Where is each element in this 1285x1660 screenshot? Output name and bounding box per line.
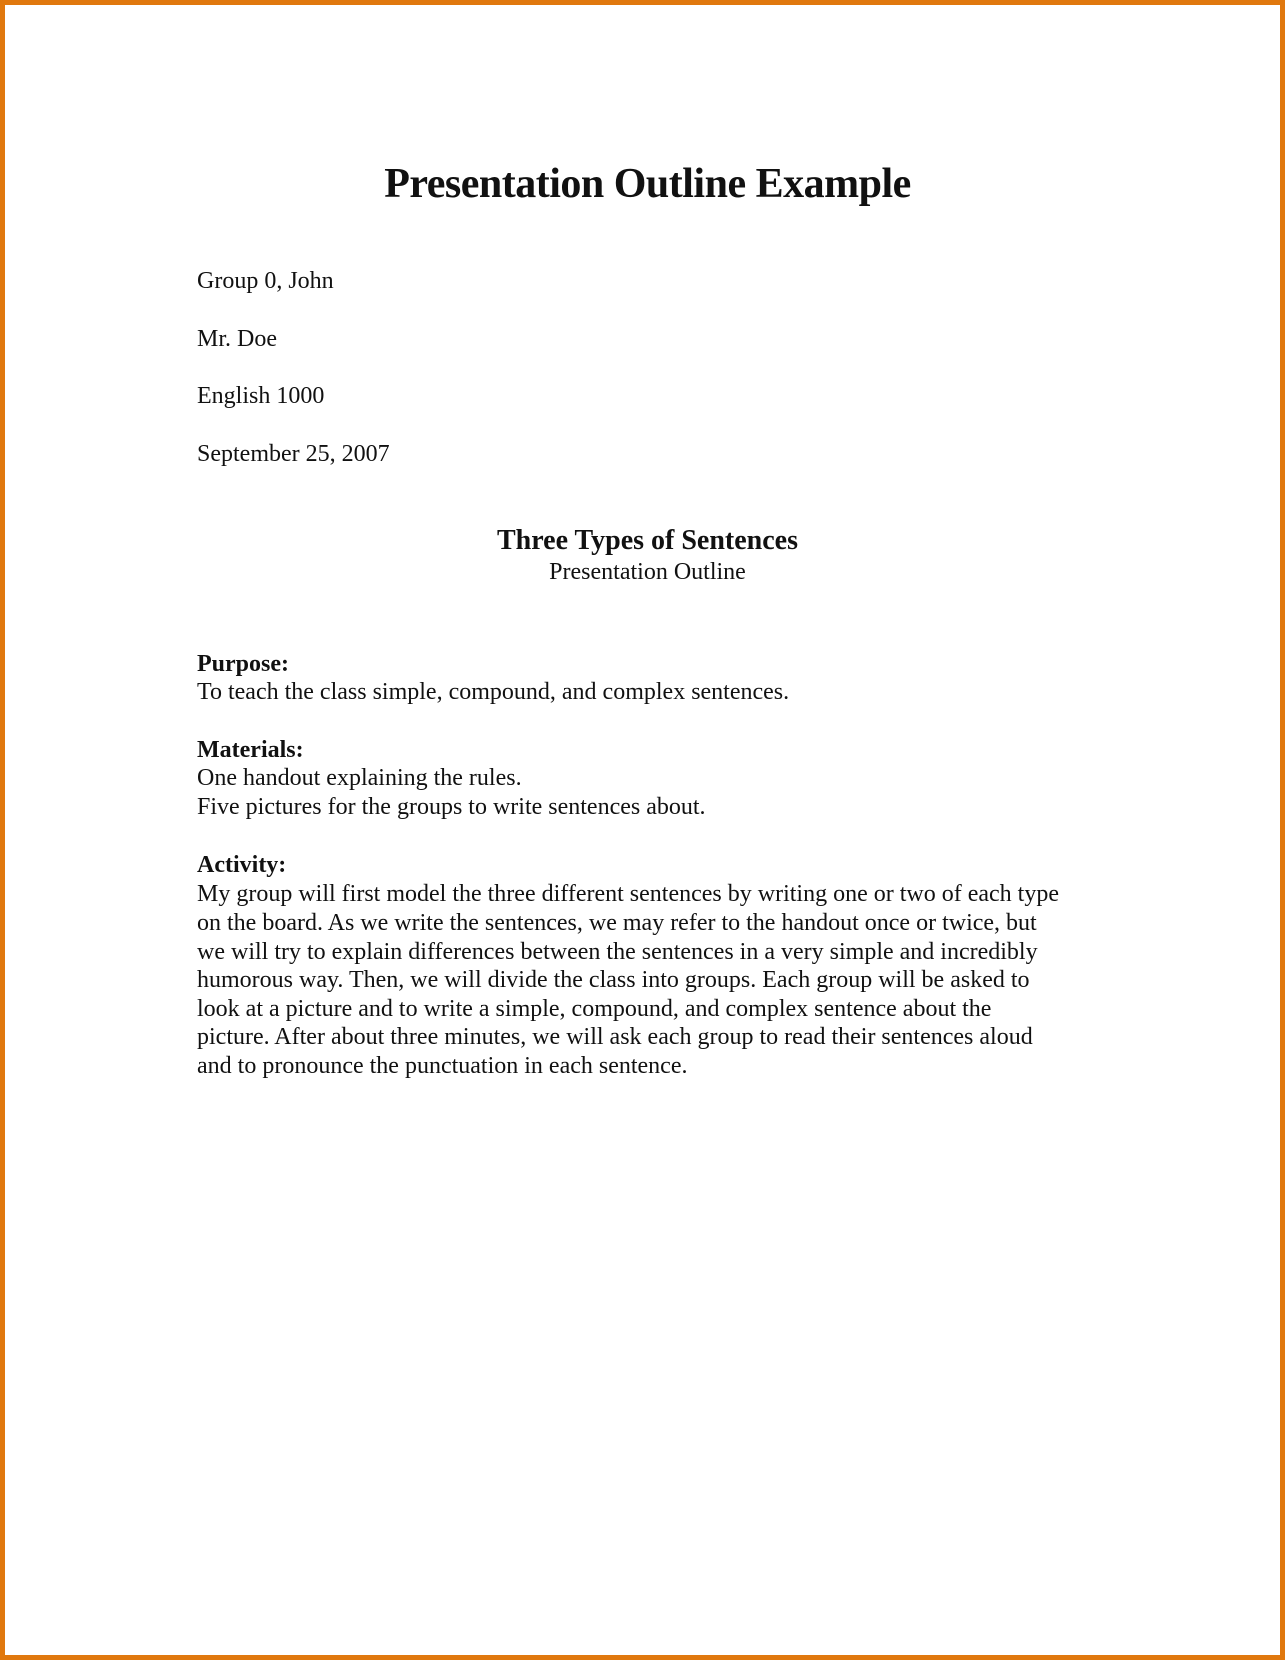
activity-line: My group will first model the three different sentences by writing one or two of each type xyxy=(197,881,1059,907)
header-instructor-line: Mr. Doe xyxy=(197,326,277,352)
outline-subtitle: Presentation Outline xyxy=(549,559,746,585)
document-title: Presentation Outline Example xyxy=(384,161,911,207)
outline-title: Three Types of Sentences xyxy=(497,525,798,556)
materials-line: Five pictures for the groups to write sentences about. xyxy=(197,794,706,820)
header-group-line: Group 0, John xyxy=(197,268,334,294)
materials-heading: Materials: xyxy=(197,737,304,763)
activity-line: look at a picture and to write a simple, compound, and complex sentence about the xyxy=(197,996,992,1022)
materials-line: One handout explaining the rules. xyxy=(197,765,522,791)
purpose-heading: Purpose: xyxy=(197,651,289,677)
header-date-line: September 25, 2007 xyxy=(197,441,390,467)
header-course-line: English 1000 xyxy=(197,383,325,409)
activity-line: picture. After about three minutes, we will ask each group to read their sentences aloud xyxy=(197,1024,1033,1050)
activity-heading: Activity: xyxy=(197,852,287,878)
activity-line: on the board. As we write the sentences, we may refer to the handout once or twice, but xyxy=(197,910,1037,936)
activity-line: and to pronounce the punctuation in each sentence. xyxy=(197,1053,688,1079)
activity-line: humorous way. Then, we will divide the class into groups. Each group will be asked to xyxy=(197,967,1030,993)
purpose-line: To teach the class simple, compound, and complex sentences. xyxy=(197,679,790,705)
activity-line: we will try to explain differences between the sentences in a very simple and incredibly xyxy=(197,939,1038,965)
